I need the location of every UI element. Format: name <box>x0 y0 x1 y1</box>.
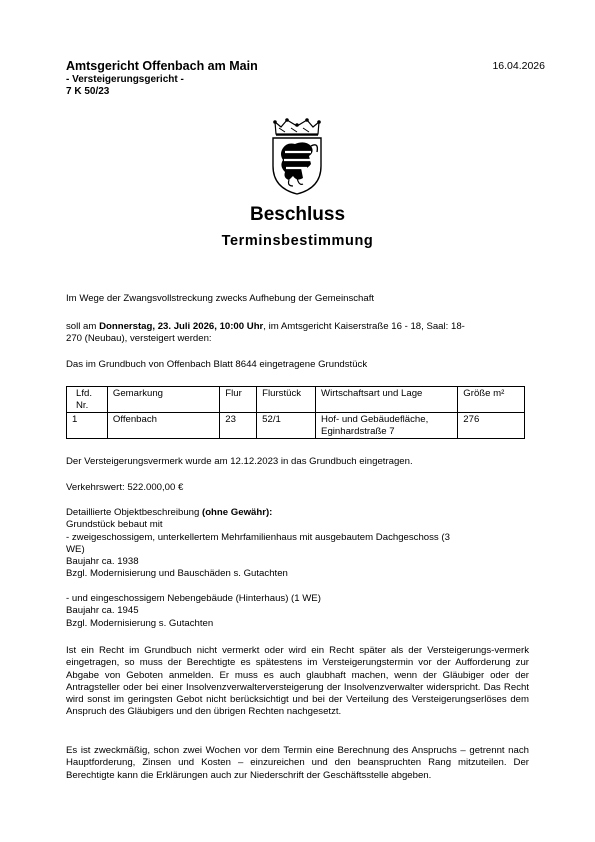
table-header: Gemarkung <box>107 387 219 413</box>
hessen-coat-of-arms-icon <box>267 118 327 196</box>
table-row <box>67 413 525 439</box>
table-cell: Hof- und Gebäudefläche, Eginhardstraße 7 <box>316 413 458 439</box>
description-line: Grundstück bebaut mit <box>66 519 163 531</box>
document-title: Beschluss <box>249 204 346 225</box>
court-name: Amtsgericht Offenbach am Main <box>66 59 258 73</box>
table-cell: 23 <box>220 413 257 439</box>
case-number: 7 K 50/23 <box>66 86 110 97</box>
letterhead <box>66 59 258 98</box>
spacer <box>66 581 529 593</box>
table-header: Größe m² <box>458 387 525 413</box>
rights-paragraph: Ist ein Recht im Grundbuch nicht vermerkt oder wird ein Recht später als der Versteigerungs-vermerk eingetragen, so muss der Berechtigte es spätestens im Versteigerungstermin vor der Aufforderung zur Abgabe von Geboten anmelden. Er muss es auch glaubhaft machen, wenn der Gläubiger oder der Antragsteller oder bei einer Insolvenzverwalterversteigerung der Insolvenzverwalter widerspricht. Das Recht wird sonst im geringsten Gebot nicht berücksichtigt und bei der Verteilung des Versteigerungserlöses dem Anspruch des Gläubigers und den übrigen Rechten nachgesetzt. <box>66 645 529 718</box>
description-disclaimer: (ohne Gewähr): <box>202 507 273 518</box>
table-cell: Offenbach <box>107 413 219 439</box>
description-line: WE) <box>66 543 85 555</box>
document-date: 16.04.2026 <box>492 60 545 72</box>
property-table <box>66 386 525 439</box>
table-header-row <box>67 387 525 413</box>
calculation-paragraph: Es ist zweckmäßig, schon zwei Wochen vor dem Termin eine Berechnung des Anspruchs – getrennt nach Hauptforderung, Zinsen und Kosten – einzureichen und den beanspruchten Rang mitzuteilen. Der Berechtigte kann die Erklärungen auch zur Niederschrift der Geschäftsstelle abgeben. <box>66 745 529 781</box>
table-header: Wirtschaftsart und Lage <box>316 387 458 413</box>
grundbuch-text: Das im Grundbuch von Offenbach Blatt 8644 eingetragene Grundstück <box>66 359 368 370</box>
description-line: Bzgl. Modernisierung s. Gutachten <box>66 617 214 629</box>
appointment-datetime: Donnerstag, 23. Juli 2026, 10:00 Uhr <box>99 321 264 332</box>
description-heading <box>66 507 529 519</box>
object-description <box>66 507 529 630</box>
description-line: - und eingeschossigem Nebengebäude (Hinterhaus) (1 WE) <box>66 593 321 605</box>
document-subtitle: Terminsbestimmung <box>221 233 374 249</box>
appointment-prefix: soll am <box>66 321 100 332</box>
description-line: - zweigeschossigem, unterkellertem Mehrfamilienhaus mit ausgebautem Dachgeschoss (3 <box>66 531 450 543</box>
appointment-paragraph <box>66 321 529 346</box>
appointment-location-cont: 270 (Neubau), versteigert werden: <box>66 333 212 345</box>
table-header: Flur <box>220 387 257 413</box>
table-header: Flurstück <box>257 387 316 413</box>
intro-text: Im Wege der Zwangsvollstreckung zwecks Aufhebung der Gemeinschaft <box>66 293 375 304</box>
table-header: Lfd. Nr. <box>67 387 108 413</box>
appointment-location: , im Amtsgericht Kaiserstraße 16 - 18, Saal: 18- <box>263 321 465 332</box>
table-cell: 52/1 <box>257 413 316 439</box>
table-cell: 1 <box>67 413 108 439</box>
vermerk-text: Der Versteigerungsvermerk wurde am 12.12.2023 in das Grundbuch eingetragen. <box>66 456 413 467</box>
description-heading-text: Detaillierte Objektbeschreibung <box>66 507 202 518</box>
description-line: Bzgl. Modernisierung und Bauschäden s. Gutachten <box>66 568 288 580</box>
court-department: - Versteigerungsgericht - <box>66 74 184 85</box>
verkehrswert-text: Verkehrswert: 522.000,00 € <box>66 482 184 493</box>
description-line: Baujahr ca. 1938 <box>66 556 139 568</box>
table-cell: 276 <box>458 413 525 439</box>
description-line: Baujahr ca. 1945 <box>66 605 139 617</box>
